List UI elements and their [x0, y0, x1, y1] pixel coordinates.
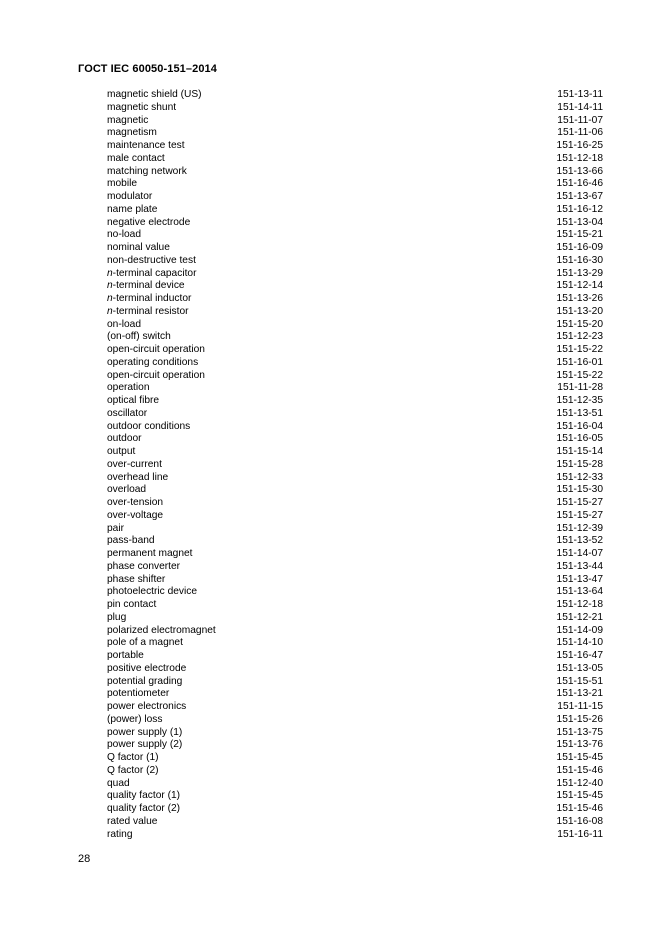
index-reference: 151-15-21 — [556, 229, 603, 241]
index-entry — [107, 217, 603, 230]
index-reference: 151-15-22 — [556, 344, 603, 355]
index-term — [107, 242, 170, 255]
index-entry — [107, 574, 603, 587]
index-entry — [107, 484, 603, 497]
index-reference: 151-12-23 — [556, 331, 603, 343]
index-reference: 151-16-05 — [556, 433, 603, 445]
index-entry — [107, 433, 603, 446]
index-term-text: quality factor (1) — [107, 790, 181, 802]
index-entry — [107, 153, 603, 166]
index-reference: 151-13-76 — [556, 739, 603, 751]
index-term-text: operating conditions — [107, 356, 199, 368]
index-term — [107, 319, 141, 332]
index-term-text: pole of a magnet — [107, 637, 183, 649]
index-term — [107, 701, 186, 714]
index-entry — [107, 408, 603, 421]
index-term-text: potential grading — [107, 675, 183, 687]
index-reference: 151-13-47 — [556, 573, 603, 585]
index-term-text: maintenance test — [107, 140, 185, 151]
index-entry — [107, 459, 603, 472]
index-term-text: operation — [107, 382, 150, 394]
index-entry — [107, 561, 603, 574]
index-reference: 151-13-20 — [556, 305, 603, 317]
index-term-text: rating — [107, 828, 133, 840]
index-term-text: -terminal device — [112, 280, 185, 292]
index-entry — [107, 752, 603, 765]
index-term-text: polarized electromagnet — [107, 624, 216, 636]
index-term-text: Q factor (2) — [107, 764, 159, 776]
index-entry — [107, 778, 603, 791]
index-reference: 151-11-28 — [557, 382, 603, 394]
index-term — [107, 166, 187, 179]
index-term — [107, 344, 205, 357]
index-reference: 151-14-11 — [557, 101, 603, 113]
index-entry — [107, 306, 603, 319]
index-term-variable: n — [107, 305, 113, 317]
index-reference: 151-16-25 — [556, 140, 603, 151]
index-term-text: non-destructive test — [107, 254, 196, 266]
index-entry — [107, 523, 603, 536]
index-term-text: -terminal capacitor — [112, 267, 197, 279]
index-entry — [107, 765, 603, 778]
index-reference: 151-15-27 — [556, 509, 603, 521]
index-term-variable: n — [107, 267, 113, 279]
index-entry — [107, 229, 603, 242]
index-entry — [107, 242, 603, 255]
index-term-text: photoelectric device — [107, 586, 198, 598]
index-term — [107, 293, 191, 306]
index-reference: 151-13-21 — [556, 688, 603, 700]
index-reference: 151-15-27 — [556, 497, 603, 508]
index-term — [107, 625, 216, 638]
index-reference: 151-11-06 — [557, 127, 603, 139]
index-entry — [107, 140, 603, 153]
index-reference: 151-13-52 — [556, 535, 603, 547]
index-reference: 151-13-51 — [556, 407, 603, 419]
index-term-text: magnetic — [107, 114, 149, 126]
index-term-text: phase shifter — [107, 573, 166, 585]
index-reference: 151-13-44 — [556, 560, 603, 572]
index-entry — [107, 548, 603, 561]
index-term — [107, 89, 202, 102]
index-entry — [107, 688, 603, 701]
index-entry — [107, 166, 603, 179]
index-term — [107, 446, 135, 459]
index-term — [107, 217, 190, 230]
index-term — [107, 548, 193, 561]
index-term — [107, 790, 180, 803]
index-term-text: quality factor (2) — [107, 803, 181, 814]
index-term-text: nominal value — [107, 242, 170, 253]
index-entry — [107, 535, 603, 548]
index-reference: 151-12-18 — [556, 599, 603, 610]
index-term-text: mobile — [107, 178, 138, 190]
index-entry — [107, 714, 603, 727]
index-term — [107, 714, 162, 727]
index-entry — [107, 293, 603, 306]
index-term — [107, 421, 190, 434]
index-reference: 151-16-47 — [556, 650, 603, 661]
index-term — [107, 574, 165, 587]
index-term-text: positive electrode — [107, 662, 187, 674]
index-entry — [107, 701, 603, 714]
index-term — [107, 663, 186, 676]
index-term — [107, 204, 157, 217]
index-entry — [107, 127, 603, 140]
index-reference: 151-13-05 — [556, 662, 603, 674]
index-term — [107, 331, 171, 344]
index-term — [107, 739, 182, 752]
index-entry — [107, 676, 603, 689]
index-entry — [107, 727, 603, 740]
index-term — [107, 191, 152, 204]
index-term-text: (on-off) switch — [107, 331, 171, 343]
index-entry — [107, 344, 603, 357]
index-reference: 151-13-64 — [556, 586, 603, 598]
index-reference: 151-16-01 — [556, 356, 603, 368]
index-entry — [107, 739, 603, 752]
index-entry — [107, 191, 603, 204]
index-term — [107, 535, 155, 548]
index-term — [107, 395, 159, 408]
index-term-text: optical fibre — [107, 395, 160, 406]
index-term — [107, 153, 165, 166]
index-term — [107, 727, 182, 740]
index-term — [107, 599, 156, 612]
index-term — [107, 523, 124, 536]
index-entry — [107, 599, 603, 612]
index-term-text: permanent magnet — [107, 548, 193, 559]
index-term-text: phase converter — [107, 560, 181, 572]
index-reference: 151-13-67 — [556, 191, 603, 202]
index-entry — [107, 280, 603, 293]
index-entry — [107, 102, 603, 115]
index-term — [107, 484, 146, 497]
index-entry — [107, 586, 603, 599]
index-entry — [107, 89, 603, 102]
index-term — [107, 829, 132, 842]
document-header: ГОСТ IEC 60050-151–2014 — [78, 63, 217, 75]
index-term-text: male contact — [107, 152, 165, 164]
index-reference: 151-13-29 — [556, 267, 603, 279]
index-reference: 151-16-04 — [556, 420, 603, 432]
index-entry — [107, 625, 603, 638]
index-term — [107, 370, 205, 383]
index-reference: 151-15-28 — [556, 458, 603, 470]
index-reference: 151-16-46 — [556, 178, 603, 190]
index-entry — [107, 178, 603, 191]
index-reference: 151-16-11 — [557, 828, 603, 840]
index-term-text: outdoor — [107, 433, 142, 445]
index-term — [107, 268, 196, 281]
index-term-text: over-current — [107, 458, 162, 470]
index-term-text: -terminal resistor — [112, 305, 189, 317]
index-entry — [107, 319, 603, 332]
index-reference: 151-15-45 — [556, 790, 603, 802]
index-term — [107, 115, 148, 128]
index-term-text: quad — [107, 777, 130, 789]
index-reference: 151-12-40 — [556, 777, 603, 789]
index-entry — [107, 357, 603, 370]
index-term-variable: n — [107, 293, 113, 304]
index-reference: 151-16-08 — [556, 815, 603, 827]
index-term — [107, 676, 182, 689]
index-reference: 151-13-26 — [556, 293, 603, 304]
index-term — [107, 229, 141, 242]
index-entry — [107, 446, 603, 459]
index-term-variable: n — [107, 280, 113, 292]
index-reference: 151-16-12 — [556, 203, 603, 215]
index-reference: 151-11-07 — [557, 114, 603, 126]
index-term — [107, 306, 189, 319]
index-reference: 151-16-30 — [556, 254, 603, 266]
index-reference: 151-12-18 — [556, 152, 603, 164]
index-entry — [107, 382, 603, 395]
index-term — [107, 127, 157, 140]
index-term — [107, 778, 130, 791]
index-reference: 151-15-14 — [556, 446, 603, 457]
index-reference: 151-15-45 — [556, 752, 603, 763]
index-term-text: outdoor conditions — [107, 420, 191, 432]
index-reference: 151-12-33 — [556, 471, 603, 483]
index-reference: 151-12-35 — [556, 395, 603, 406]
index-reference: 151-15-20 — [556, 318, 603, 330]
index-term-text: overload — [107, 484, 147, 496]
index-reference: 151-15-46 — [556, 764, 603, 776]
index-term-text: (power) loss — [107, 713, 163, 725]
index-term-text: no-load — [107, 229, 141, 241]
index-reference: 151-14-07 — [556, 548, 603, 559]
index-term-text: -terminal inductor — [112, 293, 192, 304]
index-reference: 151-16-09 — [556, 242, 603, 253]
index-entry — [107, 268, 603, 281]
index-term — [107, 255, 196, 268]
index-term — [107, 816, 157, 829]
index-term-text: matching network — [107, 165, 187, 177]
index-term — [107, 650, 144, 663]
index-term-text: on-load — [107, 318, 141, 330]
index-term — [107, 472, 168, 485]
index-term — [107, 803, 180, 816]
index-reference: 151-13-04 — [556, 216, 603, 228]
index-term-text: plug — [107, 611, 127, 623]
index-term-text: negative electrode — [107, 216, 191, 228]
index-term-text: power supply (1) — [107, 726, 183, 738]
index-term-text: magnetic shield (US) — [107, 89, 202, 100]
index-reference: 151-15-51 — [556, 675, 603, 687]
index-reference: 151-11-15 — [557, 701, 603, 712]
index-entry — [107, 331, 603, 344]
index-term — [107, 357, 198, 370]
index-entry — [107, 370, 603, 383]
index-term-text: Q factor (1) — [107, 752, 159, 763]
index-entry — [107, 816, 603, 829]
index-entry — [107, 663, 603, 676]
index-term — [107, 612, 126, 625]
index-term-text: pass-band — [107, 535, 155, 547]
index-term-text: over-voltage — [107, 509, 164, 521]
index-term-text: magnetic shunt — [107, 101, 177, 113]
index-entry — [107, 204, 603, 217]
index-entry — [107, 650, 603, 663]
index-term-text: open-circuit operation — [107, 344, 205, 355]
index-term-text: overhead line — [107, 471, 169, 483]
index-term — [107, 586, 197, 599]
index-entry — [107, 637, 603, 650]
index-term-text: modulator — [107, 191, 153, 202]
index-term — [107, 765, 159, 778]
index-entry — [107, 115, 603, 128]
index-term — [107, 752, 159, 765]
index-entry — [107, 395, 603, 408]
index-entry — [107, 790, 603, 803]
index-term — [107, 382, 149, 395]
index-entry — [107, 497, 603, 510]
index-entry — [107, 803, 603, 816]
index-term — [107, 459, 162, 472]
index-reference: 151-12-39 — [556, 522, 603, 534]
index-term — [107, 408, 147, 421]
index-reference: 151-12-21 — [556, 611, 603, 623]
index-term — [107, 688, 169, 701]
index-term-text: output — [107, 446, 136, 457]
index-term — [107, 280, 185, 293]
index-term — [107, 561, 180, 574]
index-reference: 151-15-26 — [556, 713, 603, 725]
index-entry — [107, 829, 603, 842]
index-entry — [107, 421, 603, 434]
index-reference: 151-14-10 — [556, 637, 603, 649]
index-term — [107, 102, 176, 115]
index-term-text: open-circuit operation — [107, 369, 205, 381]
index-reference: 151-13-75 — [556, 726, 603, 738]
index-term — [107, 140, 185, 153]
index-term-text: magnetism — [107, 127, 157, 139]
index-term-text: pair — [107, 522, 124, 534]
index-entry — [107, 472, 603, 485]
page-number: 28 — [78, 853, 91, 865]
index-term-text: oscillator — [107, 407, 148, 419]
index-term-text: power supply (2) — [107, 739, 183, 751]
index-term-text: power electronics — [107, 701, 187, 712]
index-reference: 151-15-46 — [556, 803, 603, 814]
index-reference: 151-12-14 — [556, 280, 603, 292]
index-reference: 151-15-22 — [556, 369, 603, 381]
index-term-text: over-tension — [107, 497, 164, 508]
index-term-text: portable — [107, 650, 144, 661]
index-entry — [107, 612, 603, 625]
index-term — [107, 497, 163, 510]
index-term-text: name plate — [107, 203, 158, 215]
index-entry — [107, 510, 603, 523]
index-reference: 151-13-66 — [556, 165, 603, 177]
index-reference: 151-14-09 — [556, 624, 603, 636]
index-reference: 151-13-11 — [557, 89, 603, 100]
index-term — [107, 178, 137, 191]
term-index-list — [107, 89, 603, 841]
index-term-text: rated value — [107, 815, 158, 827]
index-term — [107, 433, 142, 446]
index-term-text: potentiometer — [107, 688, 170, 700]
index-entry — [107, 255, 603, 268]
index-reference: 151-15-30 — [556, 484, 603, 496]
index-term — [107, 510, 163, 523]
index-term-text: pin contact — [107, 599, 157, 610]
index-term — [107, 637, 183, 650]
